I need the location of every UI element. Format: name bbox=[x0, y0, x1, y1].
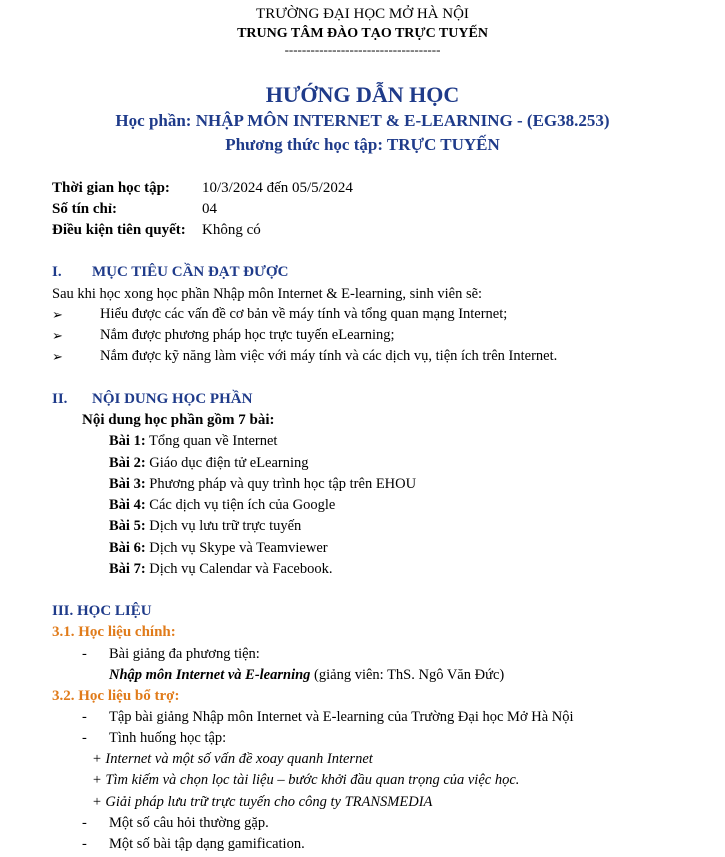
section2-number: II. bbox=[52, 391, 68, 407]
main-materials-heading: 3.1. Học liệu chính: bbox=[52, 624, 176, 640]
section2-title: NỘI DUNG HỌC PHẦN bbox=[92, 391, 253, 407]
time-label: Thời gian học tập: bbox=[52, 180, 170, 196]
dash-bullet: - bbox=[82, 730, 87, 746]
lesson-label: Bài 7: bbox=[109, 561, 146, 577]
lesson-item bbox=[109, 476, 416, 493]
lesson-text: Dịch vụ Skype và Teamviewer bbox=[145, 540, 328, 556]
book-author: (giảng viên: ThS. Ngô Văn Đức) bbox=[310, 667, 505, 683]
supplementary-item: Tình huống học tập: bbox=[109, 730, 227, 746]
dash-bullet: - bbox=[82, 815, 87, 831]
situation-item: + Internet và một số vấn đề xoay quanh Internet bbox=[92, 751, 373, 767]
section2-heading bbox=[52, 391, 252, 408]
lesson-item bbox=[109, 497, 335, 514]
lesson-label: Bài 2: bbox=[109, 455, 146, 471]
arrow-bullet-icon: ➢ bbox=[52, 307, 63, 322]
credits-label: Số tín chỉ: bbox=[52, 201, 118, 217]
dash-bullet: - bbox=[82, 709, 87, 725]
lesson-item bbox=[109, 433, 277, 450]
supplementary-item: Tập bài giảng Nhập môn Internet và E-learning của Trường Đại học Mở Hà Nội bbox=[109, 709, 574, 725]
lesson-item bbox=[109, 518, 301, 535]
lesson-text: Giáo dục điện tử eLearning bbox=[145, 455, 309, 471]
course-line: Học phần: NHẬP MÔN INTERNET & E-LEARNING - (EG38.253) bbox=[115, 111, 610, 130]
prereq-label: Điều kiện tiên quyết: bbox=[52, 222, 186, 238]
lesson-text: Phương pháp và quy trình học tập trên EHOU bbox=[145, 476, 417, 492]
page-title: HƯỚNG DẪN HỌC bbox=[265, 82, 460, 107]
arrow-bullet-icon: ➢ bbox=[52, 349, 63, 364]
section1-heading bbox=[52, 264, 288, 281]
supplementary-item: Một số bài tập dạng gamification. bbox=[109, 836, 305, 852]
lesson-text: Dịch vụ Calendar và Facebook. bbox=[145, 561, 333, 577]
lesson-item bbox=[109, 561, 333, 578]
lesson-label: Bài 4: bbox=[109, 497, 146, 513]
objective-item: Hiểu được các vấn đề cơ bản về máy tính và tổng quan mạng Internet; bbox=[100, 306, 508, 322]
credits-value: 04 bbox=[202, 201, 217, 217]
section1-title: MỤC TIÊU CẦN ĐẠT ĐƯỢC bbox=[92, 264, 289, 280]
lesson-text: Dịch vụ lưu trữ trực tuyến bbox=[145, 518, 302, 534]
section1-intro: Sau khi học xong học phần Nhập môn Internet & E-learning, sinh viên sẽ: bbox=[52, 286, 483, 302]
lesson-item bbox=[109, 455, 309, 472]
objective-item: Nắm được kỹ năng làm việc với máy tính và các dịch vụ, tiện ích trên Internet. bbox=[100, 348, 558, 364]
university-name: TRƯỜNG ĐẠI HỌC MỞ HÀ NỘI bbox=[256, 6, 469, 22]
section1-number: I. bbox=[52, 264, 62, 280]
main-material-item: Bài giảng đa phương tiện: bbox=[109, 646, 260, 662]
lesson-label: Bài 1: bbox=[109, 433, 146, 449]
center-name: TRUNG TÂM ĐÀO TẠO TRỰC TUYẾN bbox=[237, 26, 488, 41]
lesson-text: Các dịch vụ tiện ích của Google bbox=[145, 497, 336, 513]
book-title: Nhập môn Internet và E-learning bbox=[109, 667, 311, 683]
supplementary-heading: 3.2. Học liệu bổ trợ: bbox=[52, 688, 180, 704]
section2-intro: Nội dung học phần gồm 7 bài: bbox=[82, 412, 275, 428]
lesson-label: Bài 6: bbox=[109, 540, 146, 556]
header-divider: ------------------------------------ bbox=[284, 42, 441, 57]
lesson-text: Tổng quan về Internet bbox=[145, 433, 278, 449]
objective-item: Nắm được phương pháp học trực tuyến eLearning; bbox=[100, 327, 395, 343]
section3-heading: III. HỌC LIỆU bbox=[52, 603, 152, 619]
lesson-label: Bài 3: bbox=[109, 476, 146, 492]
time-value: 10/3/2024 đến 05/5/2024 bbox=[202, 180, 353, 196]
method-line: Phương thức học tập: TRỰC TUYẾN bbox=[225, 135, 500, 154]
dash-bullet: - bbox=[82, 646, 87, 662]
situation-item: + Tìm kiếm và chọn lọc tài liệu – bước khởi đầu quan trọng của việc học. bbox=[92, 772, 520, 788]
situation-item: + Giải pháp lưu trữ trực tuyến cho công ty TRANSMEDIA bbox=[92, 794, 433, 810]
dash-bullet: - bbox=[82, 836, 87, 852]
arrow-bullet-icon: ➢ bbox=[52, 328, 63, 343]
lesson-label: Bài 5: bbox=[109, 518, 146, 534]
supplementary-item: Một số câu hỏi thường gặp. bbox=[109, 815, 269, 831]
prereq-value: Không có bbox=[202, 222, 261, 238]
lesson-item bbox=[109, 540, 328, 557]
main-material-book bbox=[109, 667, 504, 684]
